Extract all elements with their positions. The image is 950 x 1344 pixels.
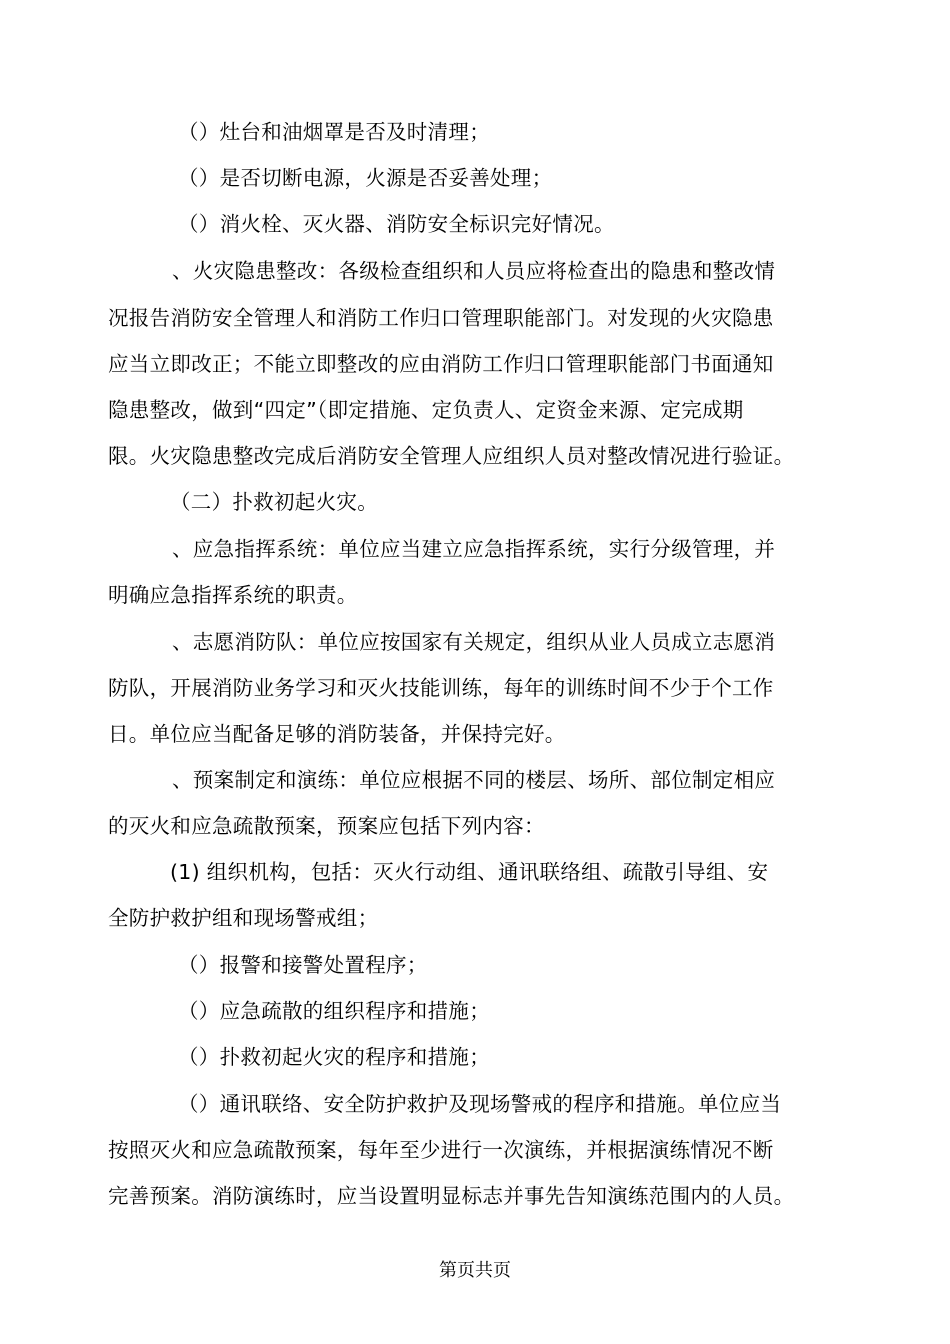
text-line: （）应急疏散的组织程序和措施；: [178, 999, 490, 1023]
text-line: （）扑救初起火灾的程序和措施；: [178, 1045, 490, 1069]
text-line: 、应急指挥系统：单位应当建立应急指挥系统，实行分级管理，并: [172, 537, 776, 561]
page-footer: 第页共页: [439, 1260, 511, 1281]
text-line: 完善预案。消防演练时，应当设置明显标志并事先告知演练范围内的人员。: [108, 1184, 795, 1208]
text-line: 日。单位应当配备足够的消防装备，并保持完好。: [108, 722, 566, 746]
text-line: 明确应急指挥系统的职责。: [108, 583, 358, 607]
text-line: （）是否切断电源，火源是否妥善处理；: [178, 166, 553, 190]
text-line: 况报告消防安全管理人和消防工作归口管理职能部门。对发现的火灾隐患: [108, 306, 774, 330]
text-line: 限。火灾隐患整改完成后消防安全管理人应组织人员对整改情况进行验证。: [108, 444, 795, 468]
text-line: （）通讯联络、安全防护救护及现场警戒的程序和措施。单位应当: [178, 1092, 782, 1116]
text-line: (1) 组织机构，包括：灭火行动组、通讯联络组、疏散引导组、安: [170, 860, 769, 884]
text-line: 、志愿消防队：单位应按国家有关规定，组织从业人员成立志愿消: [172, 630, 776, 654]
text-line: 的灭火和应急疏散预案，预案应包括下列内容：: [108, 814, 545, 838]
text-line: 全防护救护组和现场警戒组；: [108, 906, 379, 930]
text-line: 隐患整改，做到“四定”（即定措施、定负责人、定资金来源、定完成期: [108, 398, 744, 422]
text-line: （）灶台和油烟罩是否及时清理；: [178, 120, 490, 144]
text-line: 、预案制定和演练：单位应根据不同的楼层、场所、部位制定相应: [172, 768, 776, 792]
text-line: （）消火栓、灭火器、消防安全标识完好情况。: [178, 212, 615, 236]
text-line: （）报警和接警处置程序；: [178, 953, 428, 977]
text-line: 按照灭火和应急疏散预案，每年至少进行一次演练，并根据演练情况不断: [108, 1138, 774, 1162]
text-line: 、火灾隐患整改：各级检查组织和人员应将检查出的隐患和整改情: [172, 259, 776, 283]
text-line: 应当立即改正；不能立即整改的应由消防工作归口管理职能部门书面通知: [108, 352, 774, 376]
text-line: （二）扑救初起火灾。: [170, 490, 378, 514]
text-line: 防队，开展消防业务学习和灭火技能训练，每年的训练时间不少于个工作: [108, 676, 774, 700]
